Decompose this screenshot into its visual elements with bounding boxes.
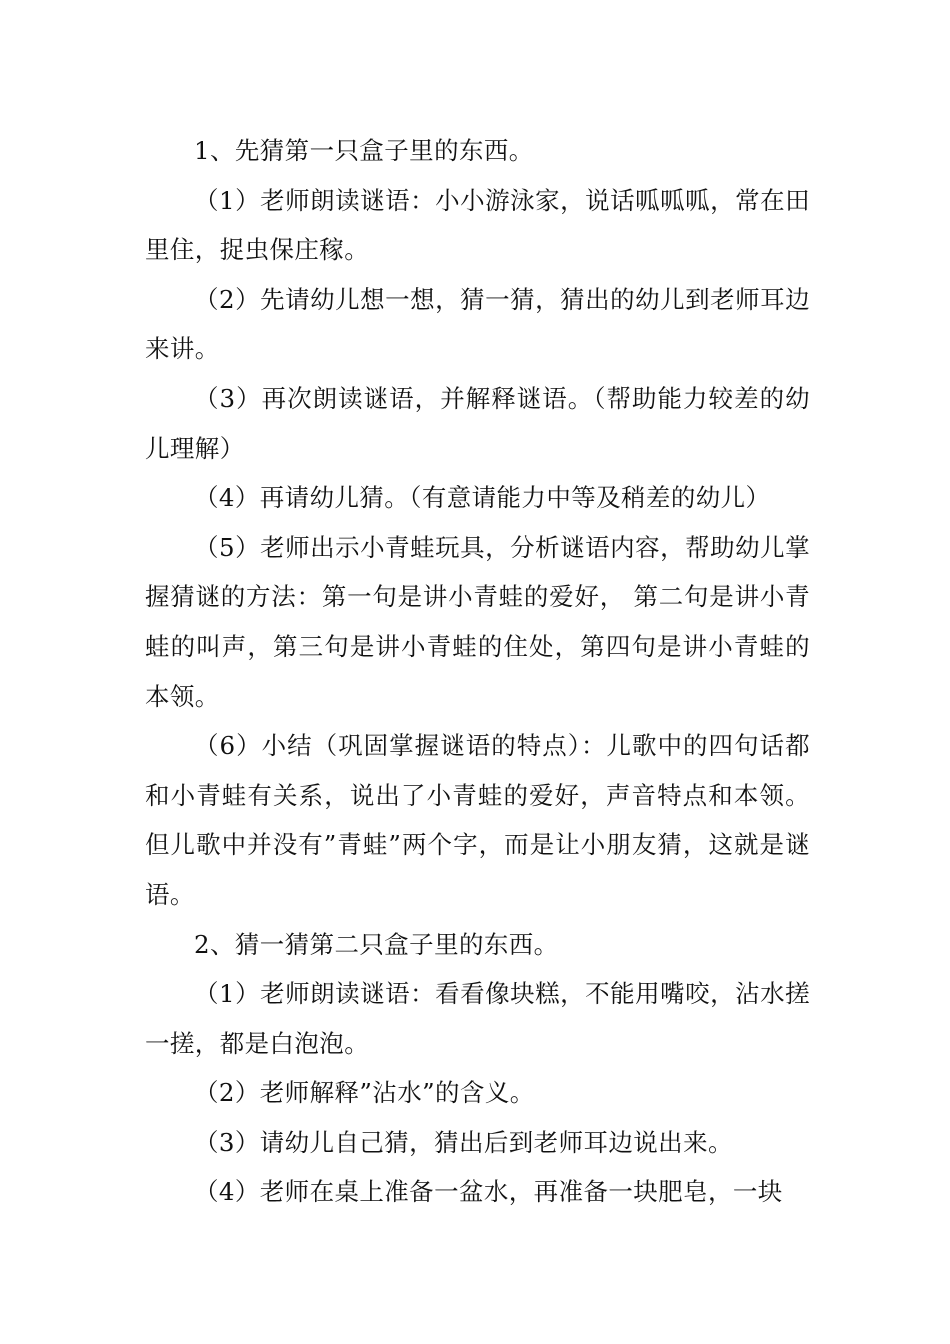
paragraph-1-1-riddle: （1）老师朗读谜语：小小游泳家，说话呱呱呱，常在田里住，捉虫保庄稼。 bbox=[145, 185, 810, 265]
paragraph-section-2-heading: 2、猜一猜第二只盒子里的东西。 bbox=[194, 929, 559, 959]
paragraph-1-5: （5）老师出示小青蛙玩具，分析谜语内容，帮助幼儿掌握猜谜的方法：第一句是讲小青蛙的爱好， 第二句是讲小青蛙的叫声，第三句是讲小青蛙的住处，第四句是讲小青蛙的本领。 bbox=[145, 532, 810, 711]
paragraph-section-1-heading: 1、先猜第一只盒子里的东西。 bbox=[194, 136, 534, 165]
paragraph-1-2: （2）先请幼儿想一想，猜一猜，猜出的幼儿到老师耳边来讲。 bbox=[145, 284, 810, 364]
document-body bbox=[145, 126, 810, 1217]
paragraph-2-2: （2）老师解释”沾水”的含义。 bbox=[194, 1078, 535, 1108]
paragraph-1-3: （3）再次朗读谜语，并解释谜语。（帮助能力较差的幼儿理解） bbox=[145, 383, 810, 463]
paragraph-2-4: （4）老师在桌上准备一盆水，再准备一块肥皂，一块 bbox=[194, 1177, 783, 1207]
paragraph-2-3: （3）请幼儿自己猜，猜出后到老师耳边说出来。 bbox=[194, 1127, 733, 1157]
paragraph-2-1-riddle: （1）老师朗读谜语：看看像块糕，不能用嘴咬，沾水搓一搓，都是白泡泡。 bbox=[145, 979, 810, 1058]
paragraph-1-4: （4）再请幼儿猜。（有意请能力中等及稍差的幼儿） bbox=[194, 483, 771, 513]
paragraph-1-6-summary: （6）小结（巩固掌握谜语的特点）：儿歌中的四句话都和小青蛙有关系，说出了小青蛙的爱好，声音特点和本领。但儿歌中并没有”青蛙”两个字，而是让小朋友猜，这就是谜语。 bbox=[145, 731, 810, 909]
